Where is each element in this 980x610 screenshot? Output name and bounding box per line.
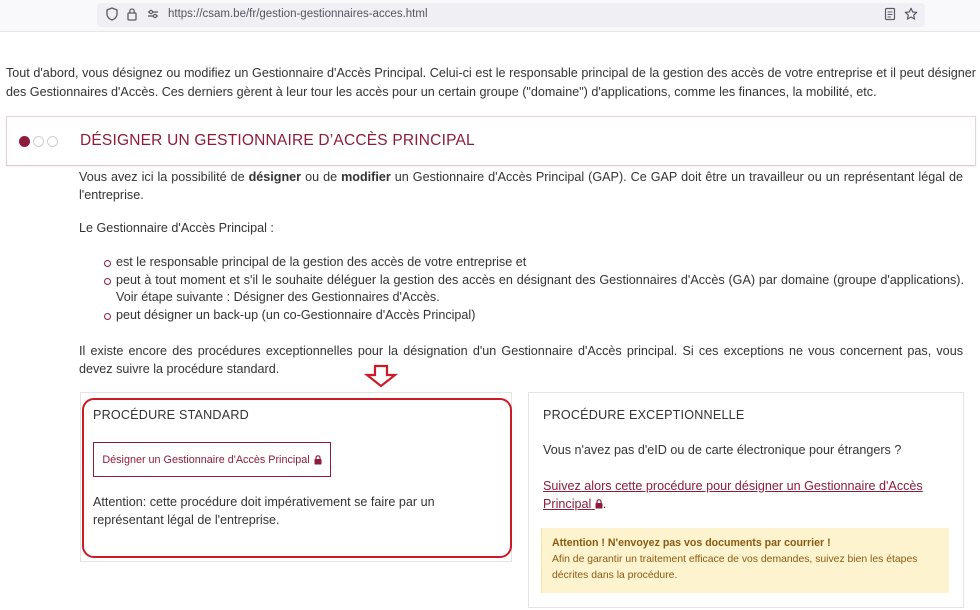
mail-warning-alert — [541, 528, 949, 593]
link-suffix: . — [602, 497, 607, 511]
browser-toolbar — [0, 0, 980, 32]
bookmark-star-icon[interactable] — [904, 7, 918, 21]
step-title: DÉSIGNER UN GESTIONNAIRE D’ACCÈS PRINCIPAL — [80, 132, 475, 149]
list-item: peut à tout moment et s'il le souhaite déléguer la gestion des accès en désignant des Gestionnaires d'Accès (GA) par domaine (groupe d'applications). Voir étape suivante : Désigner des Gestionnaires d'Accès. — [104, 272, 964, 307]
link-label[interactable]: Suivez alors cette procédure pour désigner un Gestionnaire d'Accès Principal — [543, 479, 923, 511]
step-header — [6, 116, 976, 166]
description-paragraph — [79, 168, 963, 204]
standard-procedure-title: PROCÉDURE STANDARD — [93, 408, 249, 422]
lock-icon — [595, 499, 603, 509]
url-bar[interactable] — [97, 3, 925, 27]
step-dot-3 — [47, 136, 58, 147]
text-segment: Vous avez ici la possibilité de — [79, 170, 249, 184]
exceptions-paragraph: Il existe encore des procédures exceptionnelles pour la désignation d'un Gestionnaire d'Accès principal. Si ces exceptions ne vous concernent pas, vous devez suivre la procédure standard. — [79, 344, 963, 376]
lock-icon — [314, 455, 322, 465]
down-arrow-icon — [364, 364, 398, 388]
reader-view-icon[interactable] — [883, 7, 897, 21]
step-dot-2 — [33, 136, 44, 147]
shield-icon[interactable] — [105, 7, 119, 21]
list-item: est le responsable principal de la gestion des accès de votre entreprise et — [104, 254, 964, 272]
text-segment: un Gestionnaire d'Accès Principal (GAP). Ce GAP doit être un travailleur ou un représentant légal de l'entreprise. — [79, 170, 964, 202]
exceptional-procedure-link[interactable] — [543, 477, 943, 513]
intro-paragraph: Tout d'abord, vous désignez ou modifiez un Gestionnaire d'Accès Principal. Celui-ci est le responsable principal de la gestion des accès de votre entreprise et il peut désigner des Gestionnaires d'Accès. Ces derniers gèrent à leur tour les accès pour un certain groupe ("domaine") d'applications, comme les finances, la mobilité, etc. — [6, 66, 976, 99]
step-indicator — [19, 136, 58, 147]
permissions-icon[interactable] — [146, 7, 160, 21]
exceptional-procedure-title: PROCÉDURE EXCEPTIONNELLE — [543, 408, 745, 422]
step-dot-1 — [19, 136, 30, 147]
highlight-annotation — [82, 398, 512, 558]
alert-title: Attention ! N'envoyez pas vos documents par courrier ! — [552, 537, 831, 549]
button-label: Désigner un Gestionnaire d'Accès Principal — [102, 453, 310, 466]
gap-heading: Le Gestionnaire d'Accès Principal : — [79, 221, 274, 235]
list-item: peut désigner un back-up (un co-Gestionnaire d'Accès Principal) — [104, 307, 964, 325]
designate-gap-button[interactable] — [93, 442, 331, 477]
gap-responsibilities-list — [104, 254, 964, 324]
bold-modifier: modifier — [341, 170, 391, 184]
text-segment: ou de — [301, 170, 342, 184]
url-text[interactable]: https://csam.be/fr/gestion-gestionnaires-acces.html — [168, 8, 428, 20]
standard-procedure-note: Attention: cette procédure doit impérativement se faire par un représentant légal de l'entreprise. — [93, 495, 435, 527]
lock-icon[interactable] — [125, 7, 139, 21]
alert-body: Afin de garantir un traitement efficace de vos demandes, suivez bien les étapes décrites dans la procédure. — [552, 554, 918, 581]
exceptional-question: Vous n'avez pas d'eID ou de carte électronique pour étrangers ? — [543, 443, 902, 457]
bold-designer: désigner — [248, 170, 302, 184]
